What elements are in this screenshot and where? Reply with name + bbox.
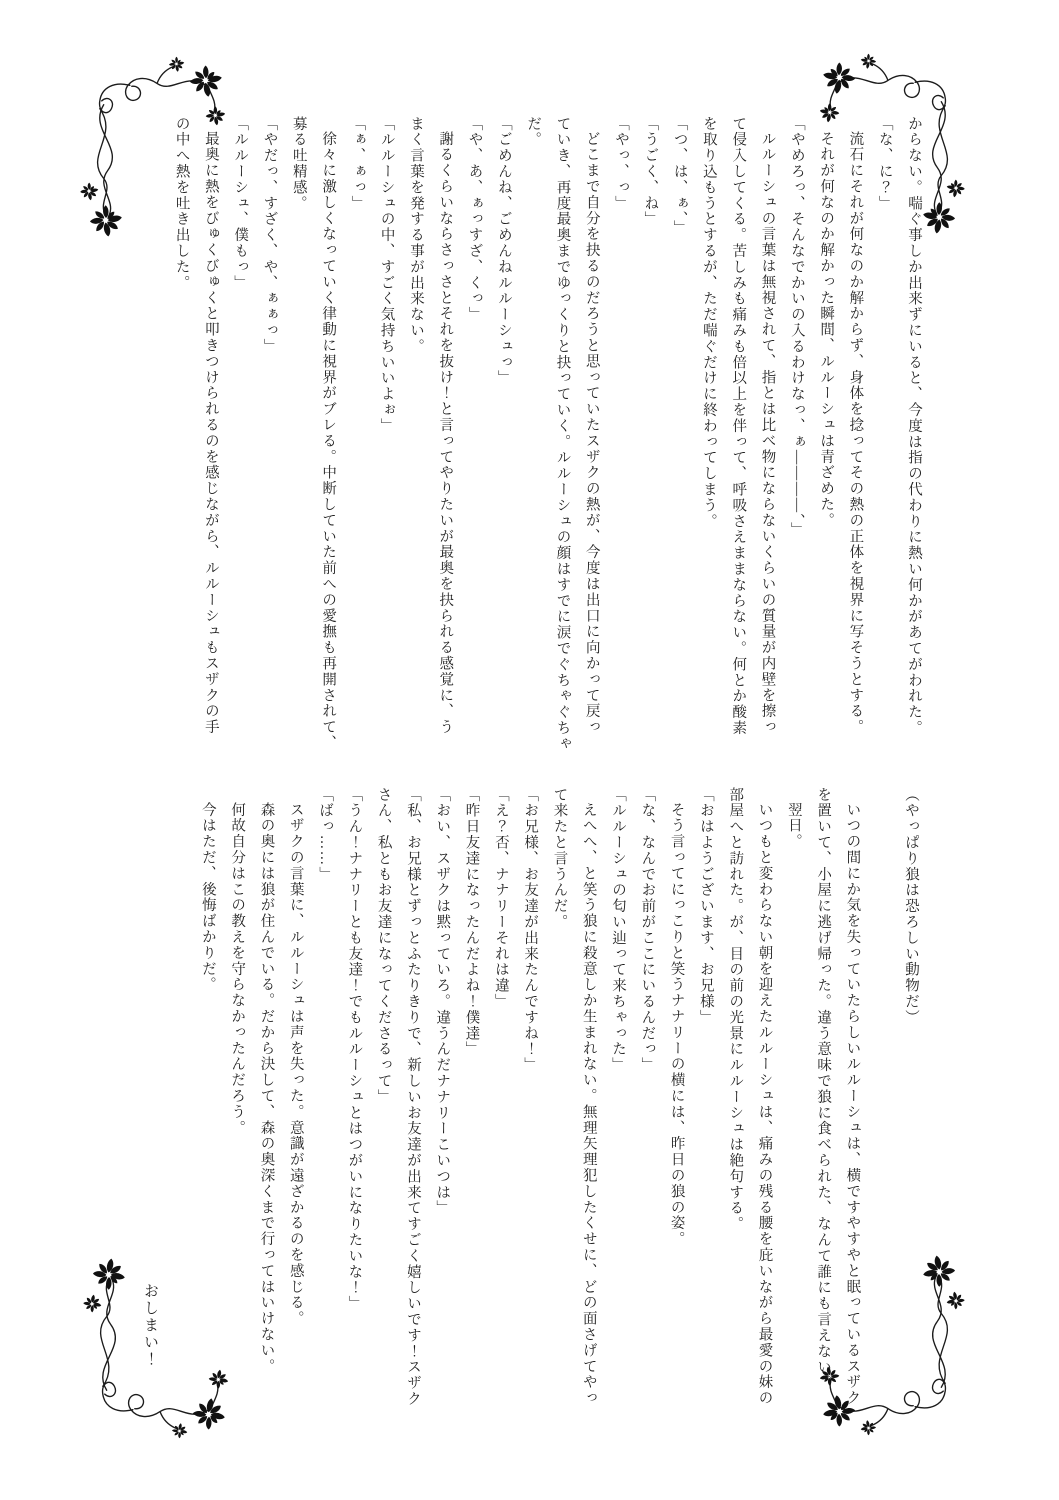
text-line: 部屋へと訪れた。が、目の前の光景にルルーシュは絶句する。 [727,787,744,1233]
text-line: どこまで自分を抉るのだろうと思っていたスザクの熱が、今度は出口に向かって戻っ [583,131,600,736]
text-line: 何故自分はこの教えを守らなかったんだろう。 [229,802,246,1136]
text-line: 募る吐精感。 [290,116,307,212]
blank-column-spacer [866,787,895,1435]
text-line: ルルーシュの言葉は無視されて、指とは比べ物にならないくらいの質量が内壁を擦っ [759,131,776,736]
text-line: て来たと言うんだ。 [551,787,568,931]
text-line: 「おはようございます、お兄様」 [697,787,714,1026]
text-line: 徐々に激しくなっていく律動に視界がブレる。中断していた前への愛撫も再開されて、 [320,131,337,752]
text-line: それが何なのか解かった瞬間、ルルーシュは青ざめた。 [818,131,835,529]
text-line: 「な、に？」 [876,116,893,212]
text-line: 最奥に熱をびゅくびゅくと叩きつけられるのを感じながら、ルルーシュもスザクの手 [202,131,219,736]
text-line: 「ルルーシュの中、すごく気持ちいいよぉ」 [378,116,395,434]
text-line: 「やだっ、すざく、や、ぁぁっ」 [261,116,278,355]
text-line: 「ごめんね、ごめんねルルーシュっ」 [495,116,512,387]
text-line: 「やめろっ、そんなでかいの入るわけなっ、ぁ――――、」 [788,116,805,539]
text-line: 「お兄様、お友達が出来たんですね！」 [522,787,539,1074]
text-line: ていき、再度最奥までゆっくりと抉っていく。ルルーシュの顔はすでに涙でぐちゃぐちゃ [554,116,571,752]
text-line: 「やっ、っ」 [613,116,630,212]
text-line: 「な、なんでお前がここにいるんだっ」 [639,787,656,1074]
text-line: て侵入してくる。苦しみも痛みも倍以上を伴って、呼吸さえままならない。何とか酸素 [730,116,747,737]
upper-text-block [166,116,928,756]
text-line: まく言葉を発する事が出来ない。 [407,116,424,355]
text-line: えへへ、と笑う狼に殺意しか生まれない。無理矢理犯したくせに、どの面さげてやっ [580,802,597,1407]
lower-text-block [193,787,925,1435]
text-line: そう言ってにっこりと笑うナナリーの横には、昨日の狼の姿。 [668,802,685,1248]
text-line: 「私、お兄様とずっとふたりきりで、新しいお友達が出来てすごく嬉しいです！スザク [404,787,421,1408]
text-line: 流石にそれが何なのか解からず、身体を捻ってその熱の正体を視界に写そうとする。 [847,131,864,736]
text-line: 謝るくらいならさっさとそれを抜け！と言ってやりたいが最奥を抉られる感覚に、う [437,131,454,736]
text-line: 「うごく、ね」 [642,116,659,228]
text-line: を置いて、小屋に逃げ帰った。違う意味で狼に食べられた、なんて誰にも言えない。 [815,787,832,1392]
text-line: （やっぱり狼は恐ろしい動物だ） [903,787,919,1026]
text-line: 「ばっ……」 [317,787,334,883]
text-line: スザクの言葉に、ルルーシュは声を失った。意識が遠ざかるのを感じる。 [287,802,304,1327]
text-line: を取り込もうとするが、ただ喘ぐだけに終わってしまう。 [700,116,717,530]
text-line: 「つ、は、ぁ、」 [671,116,688,236]
text-line: 「ルルーシュ、僕もっ」 [232,116,249,291]
text-line: 「おい、スザクは黙っていろ。違うんだナナリーこいつは」 [434,787,451,1217]
text-line: 「ルルーシュの匂い辿って来ちゃった」 [610,787,627,1074]
text-line: 「うん！ナナリーとも友達！でもルルーシュとはつがいになりたいな！」 [346,787,363,1312]
text-line: だ。 [525,116,542,148]
text-line: からない。喘ぐ事しか出来ずにいると、今度は指の代わりに熱い何かがあてがわれた。 [906,116,922,737]
text-line: 「や、あ、ぁっすざ、くっ」 [466,116,483,323]
story-end-label: おしまい！ [142,1283,158,1368]
text-line: いつの間にか気を失っていたらしいルルーシュは、横ですやすやと眠っているスザク [844,802,861,1407]
text-line: 翌日。 [785,802,802,850]
text-line: の中へ熱を吐き出した。 [173,116,190,291]
text-line: 「え？否、ナナリーそれは違」 [492,787,509,1010]
text-line: いつもと変わらない朝を迎えたルルーシュは、痛みの残る腰を庇いながら最愛の妹の [756,802,773,1407]
text-line: 今はただ、後悔ばかりだ。 [199,802,216,993]
text-line: 「ぁ、ぁっ」 [349,116,366,212]
text-line: 「昨日友達になったんだよね！僕達」 [463,787,480,1058]
text-line: さん、私ともお友達になってくださるって」 [375,787,392,1105]
text-line: 森の奥には狼が住んでいる。だから決して、森の奥深くまで行ってはいけない。 [258,802,275,1375]
